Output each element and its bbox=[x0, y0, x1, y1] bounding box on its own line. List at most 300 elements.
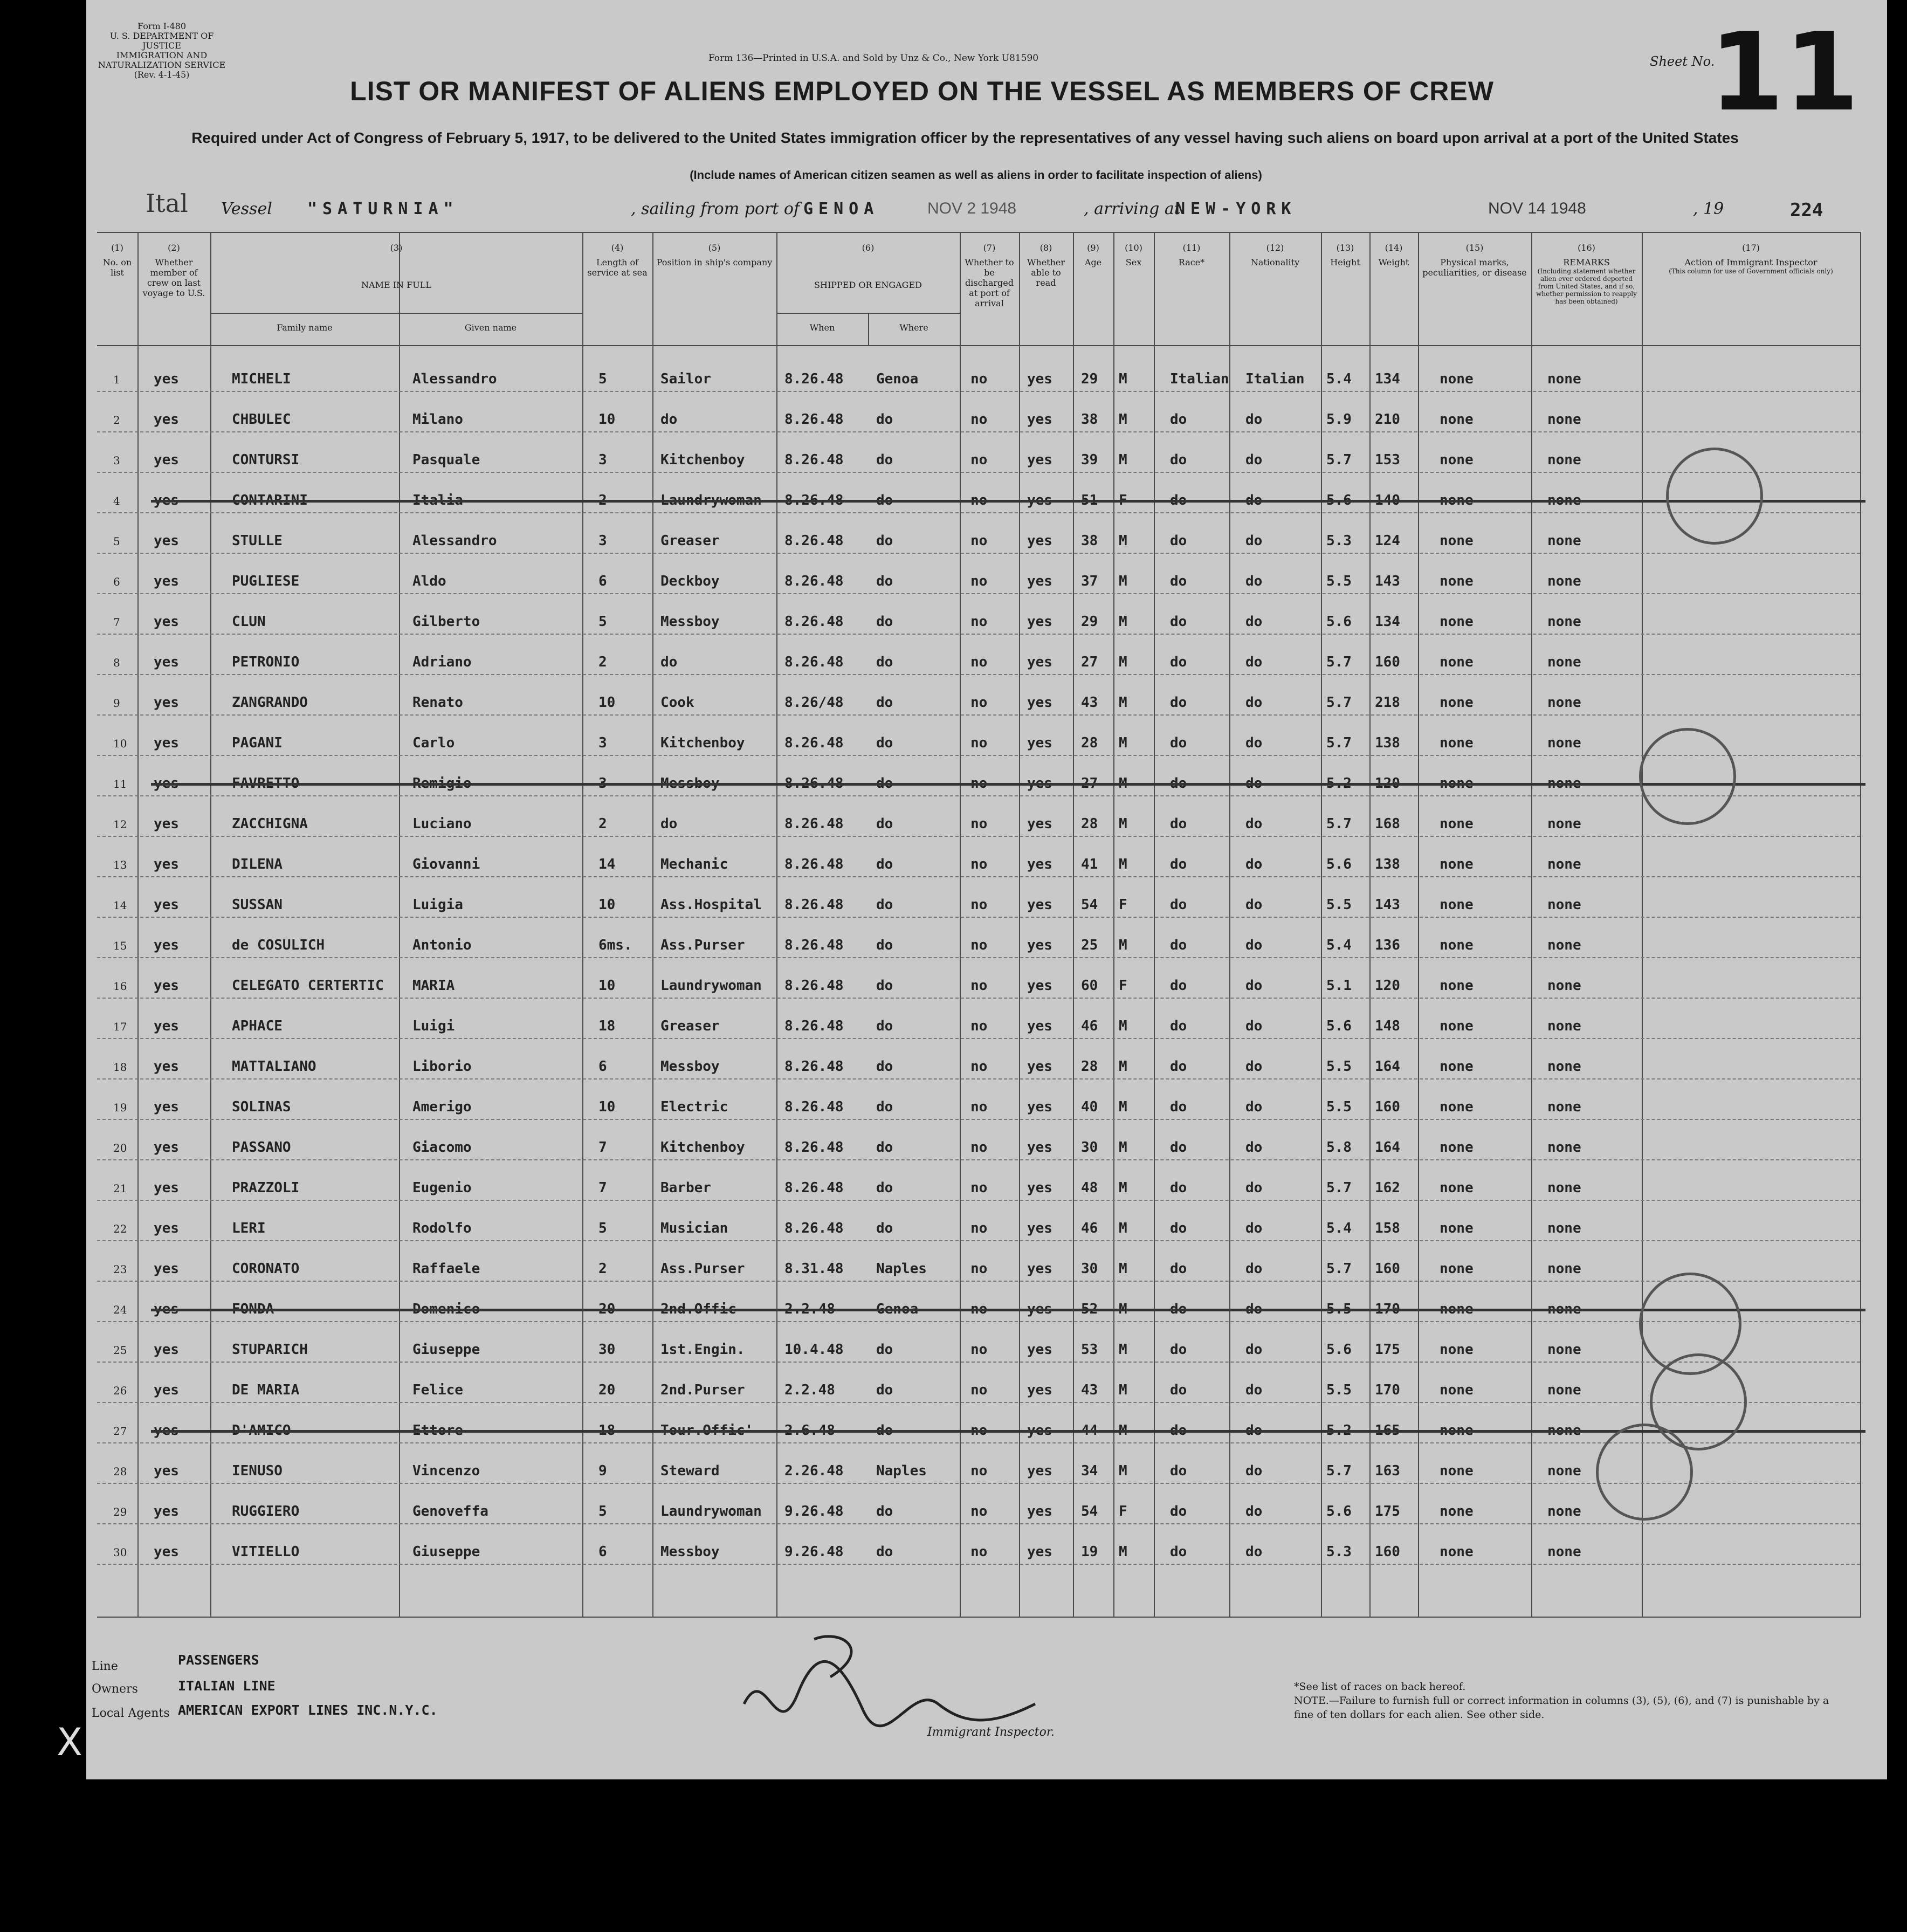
column-rule bbox=[137, 232, 139, 1618]
table-cell: no bbox=[970, 1018, 988, 1034]
table-cell: 12 bbox=[113, 818, 127, 831]
table-cell: 10 bbox=[598, 978, 616, 994]
table-cell: none bbox=[1440, 1139, 1474, 1156]
table-cell: yes bbox=[1027, 573, 1052, 589]
table-cell: yes bbox=[1027, 1180, 1052, 1196]
table-cell: 124 bbox=[1375, 533, 1400, 549]
table-cell: 60 bbox=[1081, 978, 1098, 994]
table-cell: 10 bbox=[598, 411, 616, 428]
table-cell: Rodolfo bbox=[412, 1220, 472, 1236]
table-cell: do bbox=[1245, 816, 1263, 832]
table-cell: do bbox=[1245, 1503, 1263, 1520]
line-label: Line bbox=[92, 1660, 118, 1673]
table-cell: none bbox=[1547, 1220, 1581, 1236]
table-cell: do bbox=[1245, 1058, 1263, 1075]
table-cell: 5.7 bbox=[1326, 452, 1352, 468]
table-cell: 3 bbox=[598, 533, 607, 549]
table-cell: none bbox=[1547, 1503, 1581, 1520]
table-cell: none bbox=[1440, 1544, 1474, 1560]
table-cell: no bbox=[970, 735, 988, 751]
table-cell: yes bbox=[154, 1058, 179, 1075]
table-cell: do bbox=[1170, 1180, 1187, 1196]
table-cell: 37 bbox=[1081, 573, 1098, 589]
table-cell: 5.4 bbox=[1326, 371, 1352, 387]
immigration-stamp bbox=[1639, 728, 1736, 825]
table-cell: SOLINAS bbox=[232, 1099, 291, 1115]
table-cell: 134 bbox=[1375, 614, 1400, 630]
table-cell: none bbox=[1547, 1099, 1581, 1115]
table-cell: Aldo bbox=[412, 573, 446, 589]
row-rule bbox=[97, 431, 1860, 433]
table-cell: no bbox=[970, 654, 988, 670]
table-cell: 6 bbox=[113, 575, 120, 588]
table-cell: Greaser bbox=[660, 1018, 720, 1034]
table-cell: 8.26.48 bbox=[784, 1058, 844, 1075]
table-cell: do bbox=[1170, 1503, 1187, 1520]
table-cell: SUSSAN bbox=[232, 897, 283, 913]
table-cell: no bbox=[970, 1463, 988, 1479]
table-cell: LERI bbox=[232, 1220, 266, 1236]
table-cell: 8.26.48 bbox=[784, 654, 844, 670]
table-cell: 164 bbox=[1375, 1058, 1400, 1075]
column-subheader: Given name bbox=[464, 322, 517, 333]
row-rule bbox=[97, 1281, 1860, 1282]
table-cell: do bbox=[1245, 573, 1263, 589]
table-cell: 43 bbox=[1081, 1382, 1098, 1398]
table-cell: Kitchenboy bbox=[660, 1139, 745, 1156]
table-cell: yes bbox=[1027, 735, 1052, 751]
table-cell: 28 bbox=[113, 1465, 127, 1478]
table-cell: none bbox=[1440, 1342, 1474, 1358]
table-cell: 30 bbox=[598, 1342, 616, 1358]
table-cell: M bbox=[1119, 614, 1127, 630]
table-cell: do bbox=[1245, 654, 1263, 670]
table-cell: yes bbox=[154, 937, 179, 953]
table-cell: Luigia bbox=[412, 897, 463, 913]
table-cell: Musician bbox=[660, 1220, 728, 1236]
table-cell: no bbox=[970, 1342, 988, 1358]
punch-hole bbox=[51, 183, 78, 210]
table-cell: 14 bbox=[113, 899, 127, 912]
table-cell: none bbox=[1547, 1261, 1581, 1277]
table-cell: CELEGATO CERTERTIC bbox=[232, 978, 384, 994]
table-cell: none bbox=[1547, 1180, 1581, 1196]
column-header bbox=[210, 243, 582, 290]
table-cell: yes bbox=[154, 654, 179, 670]
table-cell: none bbox=[1547, 1382, 1581, 1398]
table-cell: do bbox=[876, 1139, 893, 1156]
table-cell: do bbox=[1170, 654, 1187, 670]
column-header bbox=[97, 243, 137, 278]
table-cell: 8.26.48 bbox=[784, 1180, 844, 1196]
table-cell: M bbox=[1119, 654, 1127, 670]
table-cell: VITIELLO bbox=[232, 1544, 300, 1560]
table-cell: yes bbox=[1027, 1544, 1052, 1560]
table-cell: do bbox=[876, 1180, 893, 1196]
table-cell: none bbox=[1547, 735, 1581, 751]
table-cell: 218 bbox=[1375, 695, 1400, 711]
table-cell: yes bbox=[1027, 452, 1052, 468]
column-header bbox=[776, 243, 960, 290]
table-cell: do bbox=[876, 856, 893, 872]
table-cell: F bbox=[1119, 1503, 1127, 1520]
table-cell: 2.2.48 bbox=[784, 1382, 835, 1398]
table-cell: 5.4 bbox=[1326, 1220, 1352, 1236]
table-cell: 8.26.48 bbox=[784, 856, 844, 872]
sailing-date: NOV 2 1948 bbox=[927, 200, 1017, 217]
table-cell: 8.26.48 bbox=[784, 411, 844, 428]
column-number: (10) bbox=[1125, 243, 1142, 253]
table-cell: 8.26.48 bbox=[784, 533, 844, 549]
table-cell: Vincenzo bbox=[412, 1463, 480, 1479]
table-cell: do bbox=[1170, 533, 1187, 549]
table-cell: M bbox=[1119, 816, 1127, 832]
table-cell: yes bbox=[1027, 1139, 1052, 1156]
column-number: (7) bbox=[983, 243, 996, 253]
column-header bbox=[652, 243, 776, 267]
table-cell: do bbox=[1170, 1018, 1187, 1034]
table-cell: yes bbox=[1027, 897, 1052, 913]
table-cell: do bbox=[1170, 1544, 1187, 1560]
arrival-port: NEW-YORK bbox=[1175, 200, 1297, 218]
line-value: PASSENGERS bbox=[178, 1652, 259, 1668]
table-cell: none bbox=[1440, 452, 1474, 468]
table-cell: 10 bbox=[598, 695, 616, 711]
table-cell: 1st.Engin. bbox=[660, 1342, 745, 1358]
column-number: (8) bbox=[1039, 243, 1052, 253]
table-cell: no bbox=[970, 978, 988, 994]
table-cell: 40 bbox=[1081, 1099, 1098, 1115]
table-cell: Alessandro bbox=[412, 533, 497, 549]
table-cell: do bbox=[1170, 1099, 1187, 1115]
table-cell: 2 bbox=[598, 654, 607, 670]
table-cell: CLUN bbox=[232, 614, 266, 630]
column-title: Sex bbox=[1125, 257, 1142, 267]
table-cell: Adriano bbox=[412, 654, 472, 670]
table-cell: yes bbox=[1027, 695, 1052, 711]
column-number: (2) bbox=[168, 243, 180, 253]
row-rule bbox=[97, 1321, 1860, 1323]
table-cell: no bbox=[970, 1382, 988, 1398]
column-rule bbox=[1019, 232, 1020, 1618]
column-header bbox=[1019, 243, 1073, 288]
table-cell: 9.26.48 bbox=[784, 1544, 844, 1560]
column-title: Age bbox=[1084, 257, 1102, 267]
table-cell: CORONATO bbox=[232, 1261, 300, 1277]
table-cell: yes bbox=[1027, 937, 1052, 953]
table-cell: 5.5 bbox=[1326, 897, 1352, 913]
table-cell: PETRONIO bbox=[232, 654, 300, 670]
table-cell: yes bbox=[154, 978, 179, 994]
table-cell: Kitchenboy bbox=[660, 452, 745, 468]
table-cell: none bbox=[1440, 897, 1474, 913]
row-rule bbox=[97, 512, 1860, 514]
table-cell: 7 bbox=[113, 616, 120, 629]
table-cell: 46 bbox=[1081, 1018, 1098, 1034]
table-cell: F bbox=[1119, 978, 1127, 994]
table-cell: none bbox=[1547, 1342, 1581, 1358]
table-cell: Cook bbox=[660, 695, 694, 711]
table-cell: do bbox=[876, 1018, 893, 1034]
column-title: NAME IN FULL bbox=[361, 280, 431, 290]
table-cell: Naples bbox=[876, 1463, 927, 1479]
column-title: REMARKS bbox=[1563, 257, 1610, 267]
table-cell: 158 bbox=[1375, 1220, 1400, 1236]
table-cell: none bbox=[1547, 1139, 1581, 1156]
table-cell: yes bbox=[154, 1544, 179, 1560]
table-cell: 7 bbox=[598, 1139, 607, 1156]
table-cell: none bbox=[1440, 1180, 1474, 1196]
table-cell: none bbox=[1440, 816, 1474, 832]
table-cell: do bbox=[876, 1099, 893, 1115]
column-rule bbox=[960, 232, 961, 1618]
table-cell: do bbox=[876, 1544, 893, 1560]
table-cell: 21 bbox=[113, 1182, 127, 1195]
table-cell: Messboy bbox=[660, 614, 720, 630]
table-cell: yes bbox=[154, 371, 179, 387]
table-cell: Italian bbox=[1245, 371, 1305, 387]
table-cell: CONTURSI bbox=[232, 452, 300, 468]
column-title: Length of service at sea bbox=[587, 257, 648, 278]
handwritten-annotation: Ital bbox=[146, 189, 188, 218]
table-cell: none bbox=[1547, 1018, 1581, 1034]
table-cell: do bbox=[876, 411, 893, 428]
column-number: (15) bbox=[1465, 243, 1484, 253]
column-title: Weight bbox=[1378, 257, 1409, 267]
table-cell: M bbox=[1119, 856, 1127, 872]
table-cell: Laundrywoman bbox=[660, 978, 762, 994]
table-cell: 46 bbox=[1081, 1220, 1098, 1236]
table-cell: do bbox=[1170, 573, 1187, 589]
table-cell: Mechanic bbox=[660, 856, 728, 872]
table-cell: none bbox=[1440, 735, 1474, 751]
margin-mark: X bbox=[57, 1720, 82, 1764]
table-cell: do bbox=[1170, 937, 1187, 953]
column-subheader: When bbox=[809, 322, 835, 333]
table-cell: do bbox=[1170, 1139, 1187, 1156]
column-rule bbox=[582, 232, 583, 1618]
rule bbox=[97, 345, 1860, 346]
column-title: Physical marks, peculiarities, or disease bbox=[1422, 257, 1527, 278]
column-rule bbox=[399, 232, 400, 1618]
table-cell: Messboy bbox=[660, 1058, 720, 1075]
column-header bbox=[1642, 243, 1860, 275]
table-cell: 163 bbox=[1375, 1463, 1400, 1479]
table-cell: none bbox=[1440, 856, 1474, 872]
table-cell: none bbox=[1440, 533, 1474, 549]
form-identifier bbox=[97, 22, 226, 80]
table-cell: no bbox=[970, 1503, 988, 1520]
table-cell: none bbox=[1547, 533, 1581, 549]
table-cell: 5.5 bbox=[1326, 1099, 1352, 1115]
arrival-date: NOV 14 1948 bbox=[1488, 200, 1586, 217]
table-cell: do bbox=[1245, 411, 1263, 428]
table-cell: no bbox=[970, 1099, 988, 1115]
punch-hole bbox=[51, 67, 78, 94]
table-cell: yes bbox=[154, 1261, 179, 1277]
table-cell: do bbox=[1170, 1058, 1187, 1075]
column-header bbox=[1369, 243, 1418, 267]
table-cell: 5.7 bbox=[1326, 735, 1352, 751]
table-cell: yes bbox=[1027, 1382, 1052, 1398]
row-rule bbox=[97, 1078, 1860, 1080]
table-cell: do bbox=[1170, 816, 1187, 832]
punch-hole bbox=[59, 1108, 86, 1135]
table-cell: 5.4 bbox=[1326, 937, 1352, 953]
table-cell: none bbox=[1440, 695, 1474, 711]
rule bbox=[97, 232, 1860, 233]
column-rule bbox=[1418, 232, 1419, 1618]
table-cell: 38 bbox=[1081, 533, 1098, 549]
table-cell: 34 bbox=[1081, 1463, 1098, 1479]
table-cell: do bbox=[1245, 856, 1263, 872]
table-cell: CHBULEC bbox=[232, 411, 291, 428]
table-cell: no bbox=[970, 937, 988, 953]
table-cell: yes bbox=[1027, 411, 1052, 428]
table-cell: STULLE bbox=[232, 533, 283, 549]
table-cell: 8.26.48 bbox=[784, 1099, 844, 1115]
strikethrough-line bbox=[151, 783, 1865, 786]
table-cell: yes bbox=[154, 1463, 179, 1479]
strikethrough-line bbox=[151, 1309, 1865, 1311]
table-cell: do bbox=[1170, 695, 1187, 711]
column-rule bbox=[210, 232, 211, 1618]
table-cell: do bbox=[1170, 978, 1187, 994]
column-header bbox=[1531, 243, 1642, 305]
table-cell: 38 bbox=[1081, 411, 1098, 428]
table-cell: Deckboy bbox=[660, 573, 720, 589]
table-cell: M bbox=[1119, 1139, 1127, 1156]
column-rule bbox=[1860, 232, 1861, 1618]
table-cell: none bbox=[1547, 897, 1581, 913]
table-cell: Giuseppe bbox=[412, 1342, 480, 1358]
table-cell: 5.7 bbox=[1326, 1261, 1352, 1277]
table-cell: M bbox=[1119, 1342, 1127, 1358]
table-cell: Giacomo bbox=[412, 1139, 472, 1156]
table-cell: none bbox=[1440, 654, 1474, 670]
table-cell: do bbox=[660, 411, 678, 428]
table-cell: none bbox=[1547, 614, 1581, 630]
row-rule bbox=[97, 795, 1860, 797]
table-cell: M bbox=[1119, 1544, 1127, 1560]
row-rule bbox=[97, 714, 1860, 716]
table-cell: do bbox=[876, 1220, 893, 1236]
table-cell: Luigi bbox=[412, 1018, 455, 1034]
table-cell: none bbox=[1547, 573, 1581, 589]
table-cell: DE MARIA bbox=[232, 1382, 300, 1398]
table-cell: Liborio bbox=[412, 1058, 472, 1075]
table-cell: M bbox=[1119, 1261, 1127, 1277]
table-cell: M bbox=[1119, 1382, 1127, 1398]
column-number: (9) bbox=[1087, 243, 1099, 253]
table-cell: 5.3 bbox=[1326, 1544, 1352, 1560]
table-cell: Carlo bbox=[412, 735, 455, 751]
table-cell: yes bbox=[154, 1220, 179, 1236]
column-number: (12) bbox=[1266, 243, 1284, 253]
table-cell: none bbox=[1440, 1261, 1474, 1277]
table-cell: 5.1 bbox=[1326, 978, 1352, 994]
table-cell: 120 bbox=[1375, 978, 1400, 994]
row-rule bbox=[97, 391, 1860, 393]
table-cell: do bbox=[1170, 856, 1187, 872]
table-cell: 30 bbox=[1081, 1139, 1098, 1156]
row-rule bbox=[97, 1442, 1860, 1444]
column-rule bbox=[1642, 232, 1643, 1618]
table-cell: do bbox=[1245, 533, 1263, 549]
table-cell: do bbox=[1245, 1544, 1263, 1560]
table-cell: 10 bbox=[598, 897, 616, 913]
column-number: (4) bbox=[611, 243, 624, 253]
table-cell: M bbox=[1119, 937, 1127, 953]
table-cell: do bbox=[1170, 1463, 1187, 1479]
table-cell: 5.7 bbox=[1326, 654, 1352, 670]
table-cell: 5.6 bbox=[1326, 614, 1352, 630]
table-cell: 8.26.48 bbox=[784, 1220, 844, 1236]
column-header bbox=[1154, 243, 1229, 267]
strikethrough-line bbox=[151, 1430, 1865, 1433]
column-rule bbox=[1073, 232, 1074, 1618]
table-cell: 210 bbox=[1375, 411, 1400, 428]
table-cell: do bbox=[876, 735, 893, 751]
table-cell: 153 bbox=[1375, 452, 1400, 468]
table-cell: do bbox=[876, 533, 893, 549]
sheet-label: Sheet No. bbox=[1650, 54, 1715, 69]
service: IMMIGRATION AND NATURALIZATION SERVICE bbox=[98, 50, 226, 70]
table-cell: 5.9 bbox=[1326, 411, 1352, 428]
owners-label: Owners bbox=[92, 1682, 138, 1696]
table-cell: Amerigo bbox=[412, 1099, 472, 1115]
column-title: Position in ship's company bbox=[656, 257, 773, 267]
table-cell: 7 bbox=[598, 1180, 607, 1196]
table-cell: 29 bbox=[113, 1505, 127, 1518]
table-cell: 5.3 bbox=[1326, 533, 1352, 549]
table-cell: ZACCHIGNA bbox=[232, 816, 308, 832]
table-cell: 53 bbox=[1081, 1342, 1098, 1358]
row-rule bbox=[97, 1159, 1860, 1161]
table-cell: do bbox=[876, 452, 893, 468]
column-rule bbox=[776, 232, 777, 1618]
table-cell: none bbox=[1547, 856, 1581, 872]
table-cell: MARIA bbox=[412, 978, 455, 994]
table-cell: yes bbox=[154, 816, 179, 832]
table-cell: none bbox=[1440, 1018, 1474, 1034]
column-subheader: Family name bbox=[277, 322, 333, 333]
column-title: Action of Immigrant Inspector bbox=[1684, 257, 1817, 267]
row-rule bbox=[97, 1200, 1860, 1201]
column-number: (14) bbox=[1385, 243, 1403, 253]
table-cell: 5 bbox=[598, 1220, 607, 1236]
table-cell: 25 bbox=[1081, 937, 1098, 953]
punch-hole bbox=[59, 1202, 86, 1229]
table-cell: no bbox=[970, 452, 988, 468]
table-cell: Antonio bbox=[412, 937, 472, 953]
table-cell: 30 bbox=[113, 1546, 127, 1559]
table-cell: 148 bbox=[1375, 1018, 1400, 1034]
table-cell: yes bbox=[154, 1180, 179, 1196]
table-cell: 23 bbox=[113, 1263, 127, 1276]
column-rule bbox=[652, 232, 653, 1618]
table-cell: 2.26.48 bbox=[784, 1463, 844, 1479]
row-rule bbox=[97, 674, 1860, 676]
table-cell: 29 bbox=[1081, 614, 1098, 630]
table-cell: Greaser bbox=[660, 533, 720, 549]
table-cell: 20 bbox=[113, 1142, 127, 1154]
column-header bbox=[1113, 243, 1154, 267]
table-cell: Kitchenboy bbox=[660, 735, 745, 751]
table-cell: do bbox=[1245, 1139, 1263, 1156]
table-cell: none bbox=[1547, 1544, 1581, 1560]
penalty-note: NOTE.—Failure to furnish full or correct information in columns (3), (5), (6), and (7) is punishable by a fine of ten dollars for each alien. See other side. bbox=[1294, 1695, 1829, 1721]
